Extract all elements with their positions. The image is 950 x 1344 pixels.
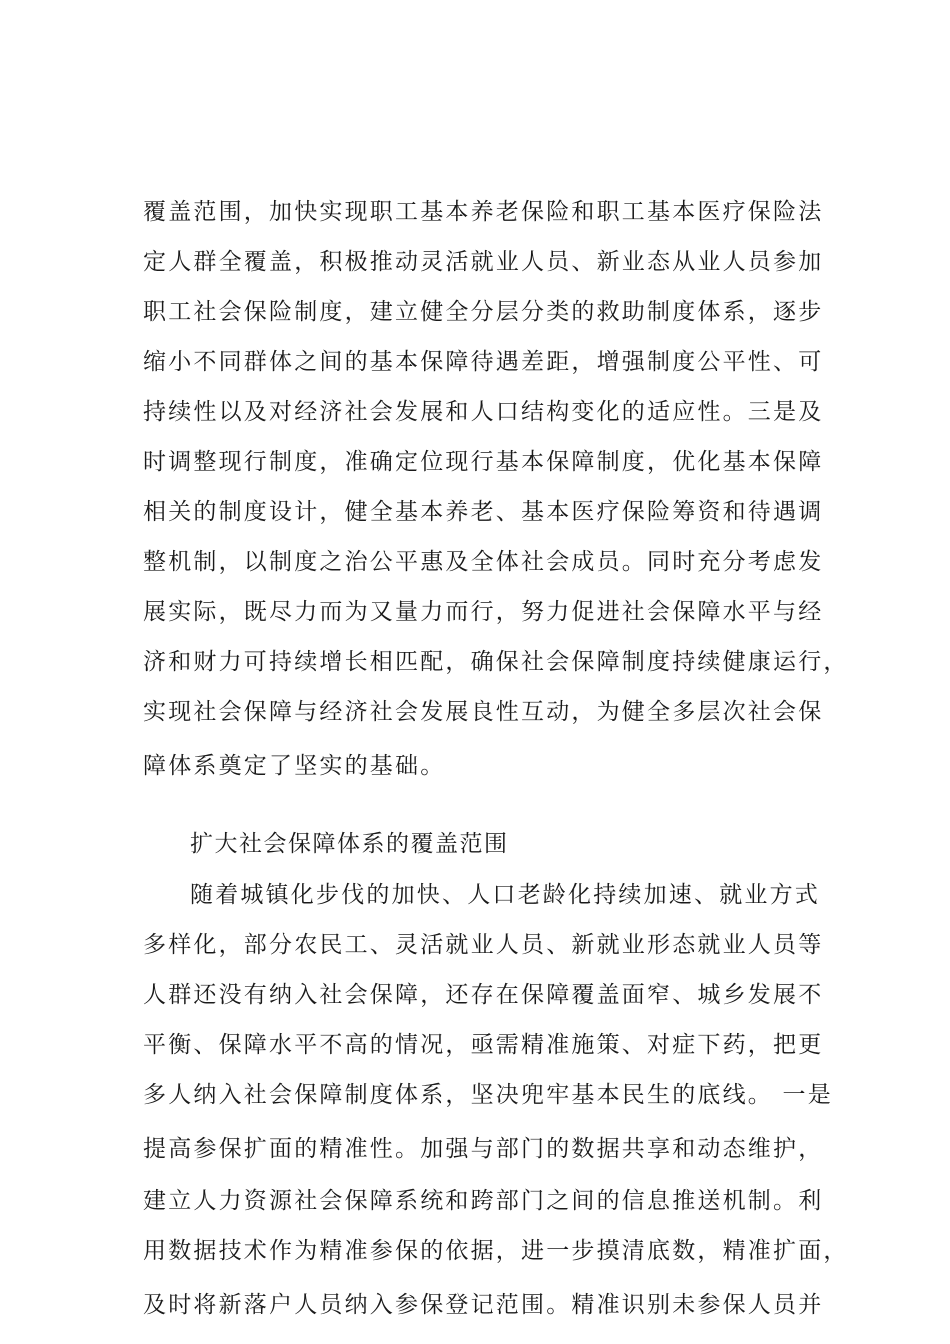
- paragraph1-line: 覆盖范围，加快实现职工基本养老保险和职工基本医疗保险法: [143, 199, 824, 225]
- paragraph1-line: 障体系奠定了坚实的基础。: [143, 753, 446, 779]
- paragraph2-line: 多人纳入社会保障制度体系，坚决兜牢基本民生的底线。 一是: [143, 1082, 833, 1108]
- paragraph1-line: 职工社会保险制度，建立健全分层分类的救助制度体系，逐步: [143, 299, 824, 325]
- paragraph2-line: 多样化，部分农民工、灵活就业人员、新就业形态就业人员等: [143, 932, 824, 958]
- section-heading: 扩大社会保障体系的覆盖范围: [190, 831, 509, 857]
- paragraph1-line: 持续性以及对经济社会发展和人口结构变化的适应性。三是及: [143, 399, 824, 425]
- paragraph1-line: 展实际，既尽力而为又量力而行，努力促进社会保障水平与经: [143, 599, 824, 625]
- paragraph2-line: 平衡、保障水平不高的情况，亟需精准施策、对症下药，把更: [143, 1032, 824, 1058]
- paragraph2-line: 及时将新落户人员纳入参保登记范围。精准识别未参保人员并: [143, 1292, 824, 1318]
- paragraph1-line: 时调整现行制度，准确定位现行基本保障制度，优化基本保障: [143, 449, 824, 475]
- paragraph2-line: 用数据技术作为精准参保的依据，进一步摸清底数，精准扩面，: [143, 1238, 849, 1264]
- paragraph2-line: 提高参保扩面的精准性。加强与部门的数据共享和动态维护，: [143, 1136, 824, 1162]
- paragraph2-line: 人群还没有纳入社会保障，还存在保障覆盖面窄、城乡发展不: [143, 982, 824, 1008]
- paragraph1-line: 整机制，以制度之治公平惠及全体社会成员。同时充分考虑发: [143, 549, 824, 575]
- paragraph1-line: 实现社会保障与经济社会发展良性互动，为健全多层次社会保: [143, 699, 824, 725]
- paragraph2-line: 建立人力资源社会保障系统和跨部门之间的信息推送机制。利: [143, 1188, 824, 1214]
- paragraph1-line: 相关的制度设计，健全基本养老、基本医疗保险筹资和待遇调: [143, 499, 824, 525]
- paragraph1-line: 定人群全覆盖，积极推动灵活就业人员、新业态从业人员参加: [143, 249, 824, 275]
- paragraph1-line: 缩小不同群体之间的基本保障待遇差距，增强制度公平性、可: [143, 349, 824, 375]
- paragraph2-line: 随着城镇化步伐的加快、人口老龄化持续加速、就业方式: [190, 882, 820, 908]
- paragraph1-line: 济和财力可持续增长相匹配，确保社会保障制度持续健康运行，: [143, 649, 849, 675]
